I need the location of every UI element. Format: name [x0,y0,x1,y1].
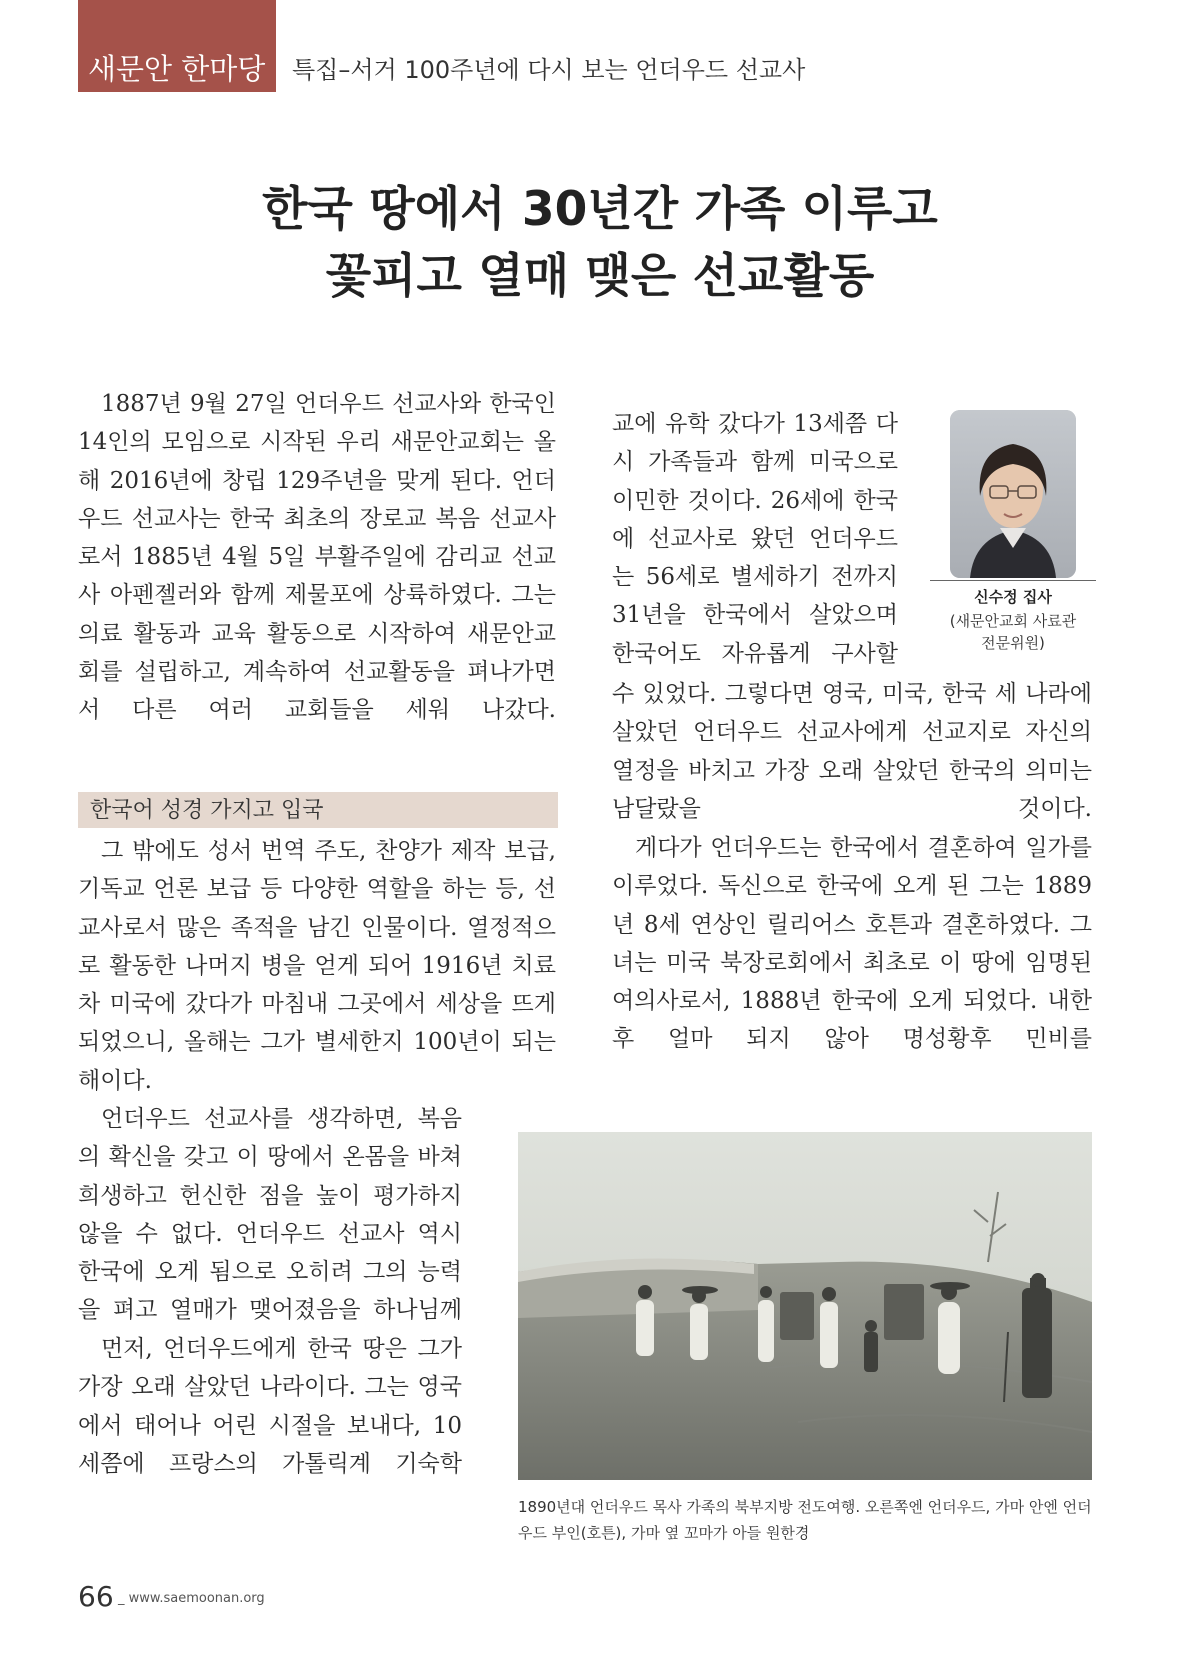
col2-paragraph-2: 게다가 언더우드는 한국에서 결혼하여 일가를 이루었다. 독신으로 한국에 오게 된 그는 1889년 8세 연상인 릴리어스 호튼과 결혼하였다. 그녀는 미국 북장로회에서 최초로 이 땅에 임명된 여의사로서, 1888년 한국에 오게 되었다. 내한 후 얼마 되지 않아 명성황후 민비를 [612,835,1092,1053]
author-role-line-1: (새문안교회 사료관 [949,612,1077,630]
photo-caption: 1890년대 언더우드 목사 가족의 북부지방 전도여행. 오른쪽엔 언더우드, 가마 안엔 언더우드 부인(호튼), 가마 옆 꼬마가 아들 원한경 [518,1498,1092,1542]
author-photo [950,410,1076,578]
col1-paragraph-3: 언더우드 선교사를 생각하면, 복음의 확신을 갖고 이 땅에서 온몸을 바쳐 희생하고 헌신한 점을 높이 평가하지 않을 수 없다. 언더우드 선교사 역시 한국에 오게 됨으로 오히려 그의 능력을 펴고 열매가 맺어졌음을 하나님께 [78,1106,462,1324]
historic-photo [518,1132,1092,1480]
author-name: 신수정 집사 [974,588,1052,606]
section-badge [78,0,276,92]
article-title [0,176,1200,310]
author-role-line-2: 전문위원) [981,634,1045,652]
section-heading: 한국어 성경 가지고 입국 [78,792,558,828]
author-role [920,610,1106,654]
col2-paragraph-1-narrow: 교에 유학 갔다가 13세쯤 다시 가족들과 함께 미국으로 이민한 것이다. 26세에 한국에 선교사로 왔던 언더우드는 56세로 별세하기 전까지 31년을 한국에서 살았으며 한국어도 자유롭게 구사할 [612,411,898,667]
title-line-1: 한국 땅에서 30년간 가족 이루고 [262,182,938,237]
col2-paragraph-1-wide: 수 있었다. 그렇다면 영국, 미국, 한국 세 나라에 살았던 언더우드 선교사에게 선교지로 자신의 열정을 바치고 가장 오래 살았던 한국의 의미는 남달랐을 것이다. [612,681,1092,822]
title-line-2: 꽃피고 열매 맺은 선교활동 [325,249,875,304]
header-subtitle: 특집–서거 100주년에 다시 보는 언더우드 선교사 [292,56,806,84]
col1-paragraph-1: 1887년 9월 27일 언더우드 선교사와 한국인 14인의 모임으로 시작된 우리 새문안교회는 올해 2016년에 창립 129주년을 맞게 된다. 언더우드 선교사는 한국 최초의 장로교 복음 선교사로서 1885년 4월 5일 부활주일에 감리교 선교사 아펜젤러와 함께 제물포에 상륙하였다. 그는 의료 활동과 교육 활동으로 시작하여 새문안교회를 설립하고, 계속하여 선교활동을 펴나가면서 다른 여러 교회들을 세워 나갔다. [78,391,556,724]
site-url: _ www.saemoonan.org [118,1591,265,1606]
col1-paragraph-4: 먼저, 언더우드에게 한국 땅은 그가 가장 오래 살았던 나라이다. 그는 영국에서 태어나 어린 시절을 보내다, 10세쯤에 프랑스의 가톨릭계 기숙학 [78,1336,462,1477]
page-number: 66 [78,1580,114,1613]
author-divider [930,580,1096,581]
section-badge-label: 새문안 한마당 [88,52,266,86]
col1-paragraph-2: 그 밖에도 성서 번역 주도, 찬양가 제작 보급, 기독교 언론 보급 등 다양한 역할을 하는 등, 선교사로서 많은 족적을 남긴 인물이다. 열정적으로 활동한 나머지 병을 얻게 되어 1916년 치료차 미국에 갔다가 마침내 그곳에서 세상을 뜨게 되었으니, 올해는 그가 별세한지 100년이 되는 해이다. [78,838,556,1094]
